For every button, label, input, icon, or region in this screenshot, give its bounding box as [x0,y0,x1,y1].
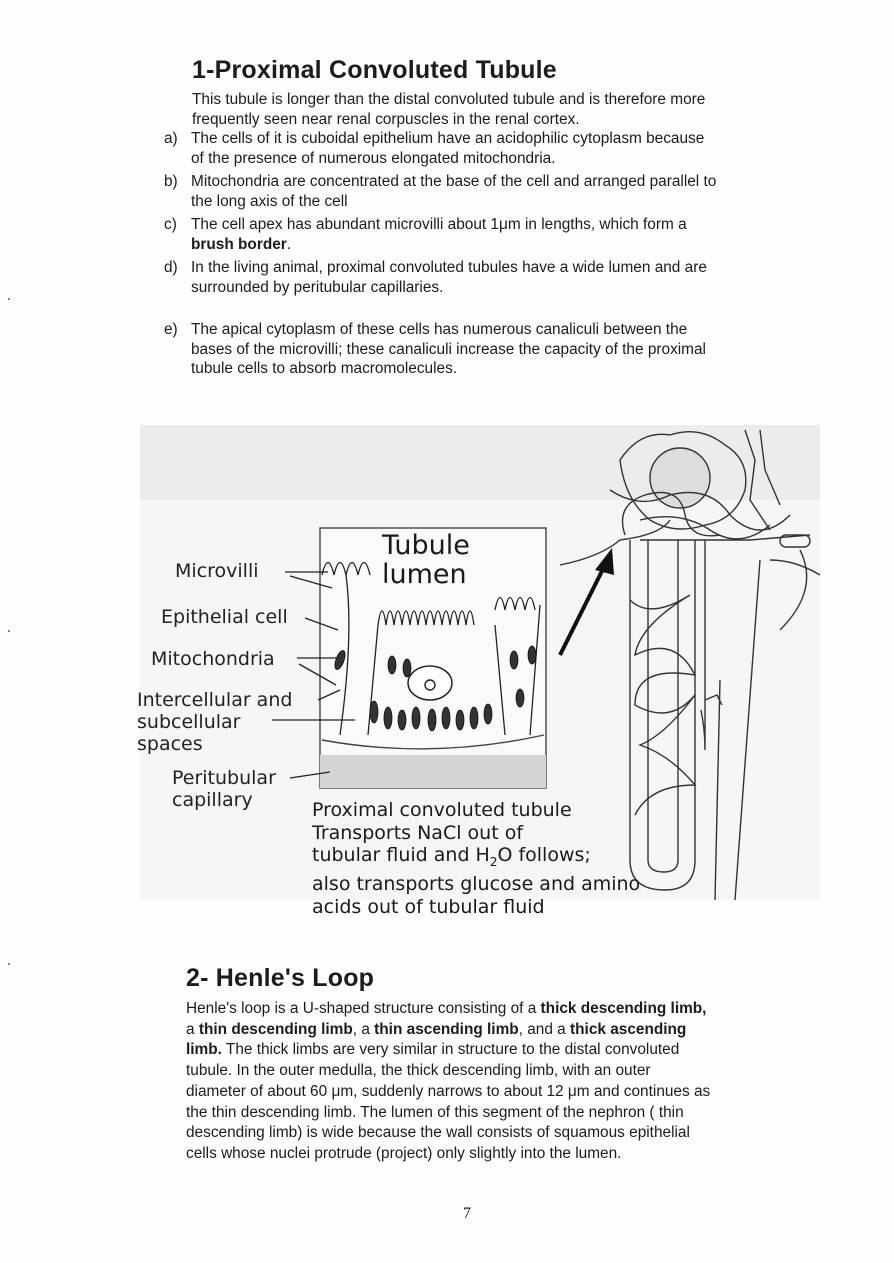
bold-term: thin ascending limb [374,1020,519,1038]
scan-speck [8,630,10,632]
inset-title: Tubule lumen [382,530,470,590]
text-run: The thick limbs are very similar in structure to the distal convoluted [221,1041,680,1059]
body-line [186,1040,826,1061]
scan-speck [8,298,10,300]
bold-term: thin descending limb [198,1020,353,1038]
label-microvilli: Microvilli [175,560,259,582]
intro-line: frequently seen near renal corpuscles in the renal cortex. [192,110,580,128]
bold-term: thick descending limb, [540,1000,707,1017]
section2-title: 2- Henle's Loop [186,964,375,992]
section2-body [186,999,826,1165]
text-run: cells whose nuclei protrude (project) only slightly into the lumen. [186,1144,622,1162]
intro-line: This tubule is longer than the distal convoluted tubule and is therefore more [192,91,706,108]
diagram-caption: Proximal convoluted tubule Transports NaCl out of tubular fluid and $H_2O$ follows; also transports glucose and amino acids out of tubular fluid [312,799,641,918]
nucleus [408,666,452,700]
text-run: Henle's loop is a U-shaped structure consisting of a [186,1000,541,1017]
scan-speck [8,963,10,965]
list-item: b) Mitochondria are concentrated at the base of the cell and arranged parallel to the long axis of the cell [164,173,717,210]
label-mitochondria: Mitochondria [151,648,275,670]
body-line [186,999,826,1020]
body-line [186,1020,826,1041]
bold-term: limb. [186,1041,222,1059]
body-line [186,1061,826,1082]
label-epithelial-cell: Epithelial cell [161,606,288,628]
list-item: a) The cells of it is cuboidal epithelium have an acidophilic cytoplasm because of the presence of numerous elongated mitochondria. [164,130,705,167]
body-line [186,1103,826,1124]
text-run: , and a [518,1020,571,1038]
label-peritubular-capillary: Peritubular capillary [172,767,276,811]
section1-title: 1-Proximal Convoluted Tubule [192,56,557,84]
list-item: e) The apical cytoplasm of these cells has numerous canaliculi between the bases of the microvilli; these canaliculi increase the capacity of the proximal tubule cells to absorb macromolecules. [164,321,706,377]
capillary-band [320,755,546,788]
text-run: , a [352,1020,375,1038]
body-line [186,1082,826,1103]
text-run: descending limb) is wide because the wall consists of squamous epithelial [186,1124,690,1142]
page-number: 7 [463,1205,471,1222]
scan-shading [140,425,820,500]
bold-term: thick ascending [570,1020,687,1038]
body-line [186,1144,826,1165]
text-run: diameter of about 60 μm, suddenly narrows to about 12 μm and continues as [186,1082,711,1100]
text-run: tubule. In the outer medulla, the thick descending limb, with an outer [186,1062,651,1080]
list-item: c) The cell apex has abundant microvilli about 1μm in lengths, which form a brush border. [164,216,687,253]
list-item: d) In the living animal, proximal convoluted tubules have a wide lumen and are surrounded by peritubular capillaries. [164,259,707,296]
label-intercellular-spaces: Intercellular and subcellular spaces [137,689,293,755]
text-run: the thin descending limb. The lumen of this segment of the nephron ( thin [186,1103,684,1121]
section1-intro [192,90,832,129]
text-run: a [186,1020,199,1038]
body-line [186,1123,826,1144]
